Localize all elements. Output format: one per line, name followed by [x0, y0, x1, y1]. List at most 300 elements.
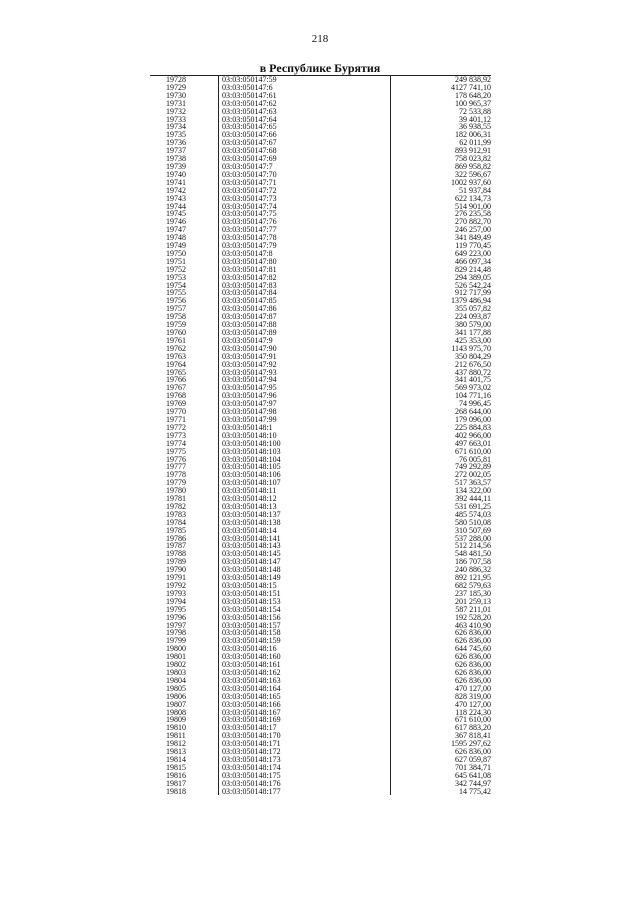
cadastral-number-cell: 03:03:050148:170	[219, 732, 391, 740]
row-number-cell: 19803	[150, 669, 219, 677]
cadastral-value-cell: 1379 486,94	[451, 297, 491, 306]
cadastral-number-cell: 03:03:050148:149	[219, 574, 391, 582]
table-row	[150, 653, 491, 661]
cadastral-value-cell: 322 596,67	[455, 170, 491, 179]
cadastral-number-cell: 03:03:050147:94	[219, 376, 391, 384]
cadastral-number-cell: 03:03:050147:89	[219, 329, 391, 337]
cadastral-number-cell: 03:03:050147:59	[219, 76, 391, 84]
row-number-cell: 19739	[150, 163, 219, 171]
cadastral-number-cell: 03:03:050148:172	[219, 748, 391, 756]
cadastral-value-cell: 14 775,42	[459, 787, 491, 796]
row-number-cell: 19734	[150, 123, 219, 131]
cadastral-number-cell: 03:03:050147:87	[219, 313, 391, 321]
cadastral-number-cell: 03:03:050147:98	[219, 408, 391, 416]
cadastral-value-cell: 517 363,57	[455, 479, 491, 488]
cadastral-number-cell: 03:03:050148:103	[219, 448, 391, 456]
cadastral-value-cell: 644 745,60	[455, 645, 491, 654]
table-row	[150, 748, 491, 756]
row-number-cell: 19781	[150, 495, 219, 503]
table-row	[150, 384, 491, 392]
row-number-cell: 19796	[150, 614, 219, 622]
row-number-cell: 19731	[150, 100, 219, 108]
table-row	[150, 305, 491, 313]
cadastral-number-cell: 03:03:050148:169	[219, 716, 391, 724]
row-number-cell: 19795	[150, 606, 219, 614]
cadastral-number-cell: 03:03:050148:164	[219, 685, 391, 693]
row-number-cell: 19775	[150, 448, 219, 456]
row-number-cell: 19755	[150, 289, 219, 297]
cadastral-number-cell: 03:03:050148:176	[219, 780, 391, 788]
cadastral-number-cell: 03:03:050147:93	[219, 369, 391, 377]
cadastral-number-cell: 03:03:050148:173	[219, 756, 391, 764]
row-number-cell: 19745	[150, 210, 219, 218]
cadastral-value-cell: 671 610,00	[455, 716, 491, 725]
row-number-cell: 19788	[150, 550, 219, 558]
cadastral-number-cell: 03:03:050148:12	[219, 495, 391, 503]
cadastral-number-cell: 03:03:050148:17	[219, 724, 391, 732]
table-row	[150, 424, 491, 432]
cadastral-number-cell: 03:03:050147:63	[219, 108, 391, 116]
cadastral-value-cell: 62 011,99	[459, 139, 491, 148]
row-number-cell: 19815	[150, 764, 219, 772]
table-row	[150, 369, 491, 377]
page-heading: в Республике Бурятия	[259, 61, 381, 75]
cadastral-number-cell: 03:03:050148:143	[219, 542, 391, 550]
cadastral-number-cell: 03:03:050147:9	[219, 337, 391, 345]
cadastral-value-cell: 537 288,00	[455, 534, 491, 543]
cadastral-number-cell: 03:03:050147:96	[219, 392, 391, 400]
cadastral-value-cell: 617 883,20	[455, 724, 491, 733]
cadastral-number-cell: 03:03:050148:104	[219, 456, 391, 464]
row-number-cell: 19732	[150, 108, 219, 116]
table-row	[150, 131, 491, 139]
row-number-cell: 19780	[150, 487, 219, 495]
cadastral-number-cell: 03:03:050147:68	[219, 147, 391, 155]
cadastral-number-cell: 03:03:050148:165	[219, 693, 391, 701]
cadastral-value-cell: 294 389,05	[455, 273, 491, 282]
cadastral-value-cell: 186 707,58	[455, 558, 491, 567]
row-number-cell: 19763	[150, 353, 219, 361]
cadastral-value-cell: 526 542,24	[455, 281, 491, 290]
cadastral-number-cell: 03:03:050148:137	[219, 511, 391, 519]
cadastral-number-cell: 03:03:050147:95	[219, 384, 391, 392]
cadastral-number-cell: 03:03:050148:159	[219, 637, 391, 645]
row-number-cell: 19787	[150, 542, 219, 550]
row-number-cell: 19818	[150, 788, 219, 796]
row-number-cell: 19760	[150, 329, 219, 337]
cadastral-number-cell: 03:03:050147:90	[219, 345, 391, 353]
cadastral-number-cell: 03:03:050147:75	[219, 210, 391, 218]
cadastral-number-cell: 03:03:050148:158	[219, 629, 391, 637]
row-number-cell: 19799	[150, 637, 219, 645]
cadastral-value-cell: 276 235,58	[455, 210, 491, 219]
cadastral-number-cell: 03:03:050148:171	[219, 740, 391, 748]
page-number: 218	[311, 33, 329, 45]
row-number-cell: 19748	[150, 234, 219, 242]
cadastral-value-cell: 1595 297,62	[451, 740, 491, 749]
cadastral-number-cell: 03:03:050147:91	[219, 353, 391, 361]
cadastral-number-cell: 03:03:050147:6	[219, 84, 391, 92]
row-number-cell: 19758	[150, 313, 219, 321]
table-row	[150, 171, 491, 179]
cadastral-value-cell: 671 610,00	[455, 447, 491, 456]
cadastral-number-cell: 03:03:050147:70	[219, 171, 391, 179]
cadastral-value-cell: 466 097,34	[455, 257, 491, 266]
cadastral-value-cell: 355 057,82	[455, 305, 491, 314]
row-number-cell: 19782	[150, 503, 219, 511]
table-row	[150, 266, 491, 274]
row-number-cell: 19768	[150, 392, 219, 400]
table-row	[150, 637, 491, 645]
table-row	[150, 622, 491, 630]
cadastral-number-cell: 03:03:050147:8	[219, 250, 391, 258]
table-row	[150, 440, 491, 448]
cadastral-number-cell: 03:03:050147:82	[219, 274, 391, 282]
cadastral-number-cell: 03:03:050147:79	[219, 242, 391, 250]
row-number-cell: 19762	[150, 345, 219, 353]
cadastral-value-cell: 463 410,90	[455, 621, 491, 630]
cadastral-number-cell: 03:03:050148:107	[219, 479, 391, 487]
cadastral-number-cell: 03:03:050147:85	[219, 297, 391, 305]
cadastral-number-cell: 03:03:050147:74	[219, 203, 391, 211]
table-row	[150, 361, 491, 369]
cadastral-value-cell: 649 223,00	[455, 249, 491, 258]
cadastral-number-cell: 03:03:050148:13	[219, 503, 391, 511]
cadastral-number-cell: 03:03:050147:81	[219, 266, 391, 274]
table-row	[150, 282, 491, 290]
cadastral-value-cell: 51 937,84	[459, 186, 491, 195]
table-row	[150, 661, 491, 669]
cadastral-value-cell: 39 401,12	[459, 115, 491, 124]
row-number-cell: 19794	[150, 598, 219, 606]
cadastral-value-cell: 237 185,30	[455, 589, 491, 598]
table-row	[150, 582, 491, 590]
table-row	[150, 550, 491, 558]
cadastral-number-cell: 03:03:050147:88	[219, 321, 391, 329]
table-row	[150, 376, 491, 384]
cadastral-value-cell: 645 641,08	[455, 771, 491, 780]
row-number-cell: 19807	[150, 701, 219, 709]
cadastral-value-cell: 72 533,88	[459, 107, 491, 116]
cadastral-value-cell: 342 744,97	[455, 779, 491, 788]
table-row	[150, 677, 491, 685]
table-row	[150, 329, 491, 337]
cadastral-value-cell: 569 973,02	[455, 384, 491, 393]
table-row	[150, 471, 491, 479]
cadastral-number-cell: 03:03:050148:11	[219, 487, 391, 495]
table-row	[150, 432, 491, 440]
table-row	[150, 163, 491, 171]
row-number-cell: 19776	[150, 456, 219, 464]
row-number-cell: 19817	[150, 780, 219, 788]
table-row	[150, 519, 491, 527]
table-row	[150, 84, 491, 92]
row-number-cell: 19733	[150, 116, 219, 124]
cadastral-value-cell: 622 134,73	[455, 194, 491, 203]
row-number-cell: 19765	[150, 369, 219, 377]
table-row	[150, 448, 491, 456]
table-row	[150, 337, 491, 345]
row-number-cell: 19791	[150, 574, 219, 582]
cadastral-value-table	[150, 75, 491, 795]
table-row	[150, 345, 491, 353]
row-number-cell: 19801	[150, 653, 219, 661]
cadastral-value-cell: 580 510,08	[455, 518, 491, 527]
table-row	[150, 614, 491, 622]
cadastral-value-cell: 701 384,71	[455, 763, 491, 772]
cadastral-number-cell: 03:03:050147:77	[219, 226, 391, 234]
row-number-cell: 19753	[150, 274, 219, 282]
table-row	[150, 772, 491, 780]
row-number-cell: 19754	[150, 282, 219, 290]
cadastral-number-cell: 03:03:050148:1	[219, 424, 391, 432]
table-row	[150, 606, 491, 614]
table-row	[150, 147, 491, 155]
cadastral-number-cell: 03:03:050147:67	[219, 139, 391, 147]
cadastral-number-cell: 03:03:050148:151	[219, 590, 391, 598]
cadastral-value-cell: 626 836,00	[455, 629, 491, 638]
row-number-cell: 19804	[150, 677, 219, 685]
row-number-cell: 19736	[150, 139, 219, 147]
table-row	[150, 756, 491, 764]
cadastral-value-cell: 497 663,01	[455, 439, 491, 448]
table-row	[150, 274, 491, 282]
table-row	[150, 511, 491, 519]
row-number-cell: 19816	[150, 772, 219, 780]
cadastral-value-cell: 380 579,00	[455, 321, 491, 329]
table-row	[150, 139, 491, 147]
cadastral-value-cell: 225 884,83	[455, 423, 491, 432]
cadastral-value-cell: 268 644,00	[455, 408, 491, 416]
table-row	[150, 669, 491, 677]
cadastral-value-cell: 104 771,16	[455, 392, 491, 401]
cadastral-value-cell: 627 059,87	[455, 755, 491, 764]
row-number-cell: 19806	[150, 693, 219, 701]
cadastral-value-cell: 100 965,37	[455, 99, 491, 108]
cadastral-number-cell: 03:03:050148:145	[219, 550, 391, 558]
row-number-cell: 19746	[150, 218, 219, 226]
cadastral-value-cell: 470 127,00	[455, 700, 491, 709]
table-row	[150, 123, 491, 131]
cadastral-number-cell: 03:03:050147:7	[219, 163, 391, 171]
cadastral-value-cell: 437 880,72	[455, 368, 491, 377]
cadastral-number-cell: 03:03:050147:86	[219, 305, 391, 313]
cadastral-value-cell: 587 211,01	[455, 605, 491, 614]
cadastral-number-cell: 03:03:050148:141	[219, 535, 391, 543]
cadastral-value-cell: 367 818,41	[455, 732, 491, 741]
cadastral-value-cell: 828 319,00	[455, 692, 491, 701]
cadastral-number-cell: 03:03:050148:160	[219, 653, 391, 661]
row-number-cell: 19742	[150, 187, 219, 195]
row-number-cell: 19810	[150, 724, 219, 732]
table-row	[150, 645, 491, 653]
cadastral-value-cell: 1002 937,60	[451, 178, 491, 187]
row-number-cell: 19778	[150, 471, 219, 479]
table-row	[150, 456, 491, 464]
cadastral-number-cell: 03:03:050147:71	[219, 179, 391, 187]
cadastral-value-cell: 829 214,48	[455, 265, 491, 274]
cadastral-value-cell: 869 958,82	[455, 162, 491, 171]
table-row	[150, 527, 491, 535]
cadastral-number-cell: 03:03:050148:100	[219, 440, 391, 448]
row-number-cell: 19800	[150, 645, 219, 653]
table-row	[150, 76, 491, 84]
table-row	[150, 724, 491, 732]
cadastral-number-cell: 03:03:050148:166	[219, 701, 391, 709]
table-row	[150, 187, 491, 195]
row-number-cell: 19772	[150, 424, 219, 432]
row-number-cell: 19751	[150, 258, 219, 266]
row-number-cell: 19798	[150, 629, 219, 637]
cadastral-number-cell: 03:03:050148:161	[219, 661, 391, 669]
table-row	[150, 487, 491, 495]
cadastral-number-cell: 03:03:050147:83	[219, 282, 391, 290]
table-row	[150, 701, 491, 709]
row-number-cell: 19766	[150, 376, 219, 384]
table-body	[150, 76, 491, 796]
cadastral-value-cell: 118 224,30	[455, 708, 491, 717]
row-number-cell: 19770	[150, 408, 219, 416]
table-row	[150, 155, 491, 163]
cadastral-value-cell: 626 836,00	[455, 637, 491, 646]
cadastral-value-cell: 179 096,00	[455, 415, 491, 424]
cadastral-number-cell: 03:03:050147:97	[219, 400, 391, 408]
cadastral-number-cell: 03:03:050147:64	[219, 116, 391, 124]
row-number-cell: 19802	[150, 661, 219, 669]
cadastral-value-cell: 341 849,49	[455, 234, 491, 243]
cadastral-value-cell: 192 528,20	[455, 613, 491, 622]
row-number-cell: 19811	[150, 732, 219, 740]
cadastral-value-cell: 310 507,69	[455, 526, 491, 535]
table-row	[150, 535, 491, 543]
table-row	[150, 210, 491, 218]
cadastral-number-cell: 03:03:050147:73	[219, 195, 391, 203]
table-row	[150, 503, 491, 511]
cadastral-value-cell: 4127 741,10	[451, 83, 491, 92]
table-row	[150, 463, 491, 471]
cadastral-value-cell: 470 127,00	[455, 684, 491, 693]
table-row	[150, 764, 491, 772]
table-row	[150, 392, 491, 400]
cadastral-number-cell: 03:03:050148:167	[219, 709, 391, 717]
cadastral-value-cell: 272 002,05	[455, 471, 491, 480]
row-number-cell: 19783	[150, 511, 219, 519]
table-row	[150, 732, 491, 740]
row-number-cell: 19756	[150, 297, 219, 305]
cadastral-number-cell: 03:03:050147:78	[219, 234, 391, 242]
table-row	[150, 218, 491, 226]
table-row	[150, 242, 491, 250]
cadastral-number-cell: 03:03:050147:66	[219, 131, 391, 139]
row-number-cell: 19767	[150, 384, 219, 392]
cadastral-value-cell: 892 121,95	[455, 574, 491, 582]
cadastral-number-cell: 03:03:050147:99	[219, 416, 391, 424]
row-number-cell: 19735	[150, 131, 219, 139]
cadastral-number-cell: 03:03:050148:156	[219, 614, 391, 622]
cadastral-value-cell: 485 574,03	[455, 510, 491, 519]
row-number-cell: 19730	[150, 92, 219, 100]
cadastral-value-cell: 201 259,13	[455, 597, 491, 606]
cadastral-value-cell: 402 966,00	[455, 431, 491, 440]
row-number-cell: 19805	[150, 685, 219, 693]
table-row	[150, 685, 491, 693]
cadastral-value-cell: 749 292,89	[455, 463, 491, 472]
row-number-cell: 19777	[150, 463, 219, 471]
cadastral-number-cell: 03:03:050147:65	[219, 123, 391, 131]
row-number-cell: 19744	[150, 203, 219, 211]
cadastral-value-cell: 36 938,55	[459, 123, 491, 132]
cadastral-value-cell: 893 912,91	[455, 147, 491, 156]
cadastral-value-cell: 912 717,99	[455, 289, 491, 298]
row-number-cell: 19764	[150, 361, 219, 369]
table-row	[150, 788, 491, 796]
row-number-cell: 19809	[150, 716, 219, 724]
row-number-cell: 19747	[150, 226, 219, 234]
table-row	[150, 495, 491, 503]
table-row	[150, 693, 491, 701]
cadastral-number-cell: 03:03:050147:72	[219, 187, 391, 195]
row-number-cell: 19793	[150, 590, 219, 598]
cadastral-number-cell: 03:03:050148:153	[219, 598, 391, 606]
row-number-cell: 19752	[150, 266, 219, 274]
table-row	[150, 542, 491, 550]
table-row	[150, 590, 491, 598]
row-number-cell: 19797	[150, 622, 219, 630]
cadastral-number-cell: 03:03:050148:175	[219, 772, 391, 780]
row-number-cell: 19785	[150, 527, 219, 535]
cadastral-number-cell: 03:03:050148:106	[219, 471, 391, 479]
table-row	[150, 566, 491, 574]
cadastral-value-cell: 514 901,00	[455, 202, 491, 211]
table-row	[150, 479, 491, 487]
row-number-cell: 19773	[150, 432, 219, 440]
table-row	[150, 416, 491, 424]
cadastral-value-cell: 74 996,45	[459, 400, 491, 409]
cadastral-number-cell: 03:03:050147:61	[219, 92, 391, 100]
cadastral-number-cell: 03:03:050147:76	[219, 218, 391, 226]
cadastral-number-cell: 03:03:050148:138	[219, 519, 391, 527]
table-row	[150, 226, 491, 234]
table-row	[150, 629, 491, 637]
cadastral-value-cell: 626 836,00	[455, 676, 491, 685]
table-row	[150, 116, 491, 124]
table-row	[150, 195, 491, 203]
row-number-cell: 19769	[150, 400, 219, 408]
cadastral-number-cell: 03:03:050148:157	[219, 622, 391, 630]
table-row	[150, 780, 491, 788]
cadastral-value-cell: 512 214,56	[455, 542, 491, 551]
cadastral-value-cell: 224 093,87	[455, 313, 491, 322]
cadastral-number-cell: 03:03:050148:162	[219, 669, 391, 677]
cadastral-number-cell: 03:03:050148:14	[219, 527, 391, 535]
row-number-cell: 19761	[150, 337, 219, 345]
row-number-cell: 19813	[150, 748, 219, 756]
cadastral-value-cell: 531 691,25	[455, 502, 491, 511]
table-row	[150, 709, 491, 717]
cadastral-number-cell: 03:03:050148:148	[219, 566, 391, 574]
row-number-cell: 19759	[150, 321, 219, 329]
cadastral-value-cell: 626 836,00	[455, 661, 491, 669]
cadastral-value-cell: 758 023,82	[455, 155, 491, 163]
cadastral-value-cell: 246 257,00	[455, 226, 491, 235]
table-row	[150, 408, 491, 416]
cadastral-number-cell: 03:03:050147:92	[219, 361, 391, 369]
cadastral-value-cell: 270 882,70	[455, 218, 491, 227]
row-number-cell: 19740	[150, 171, 219, 179]
cadastral-number-cell: 03:03:050148:10	[219, 432, 391, 440]
row-number-cell: 19786	[150, 535, 219, 543]
table-row	[150, 321, 491, 329]
